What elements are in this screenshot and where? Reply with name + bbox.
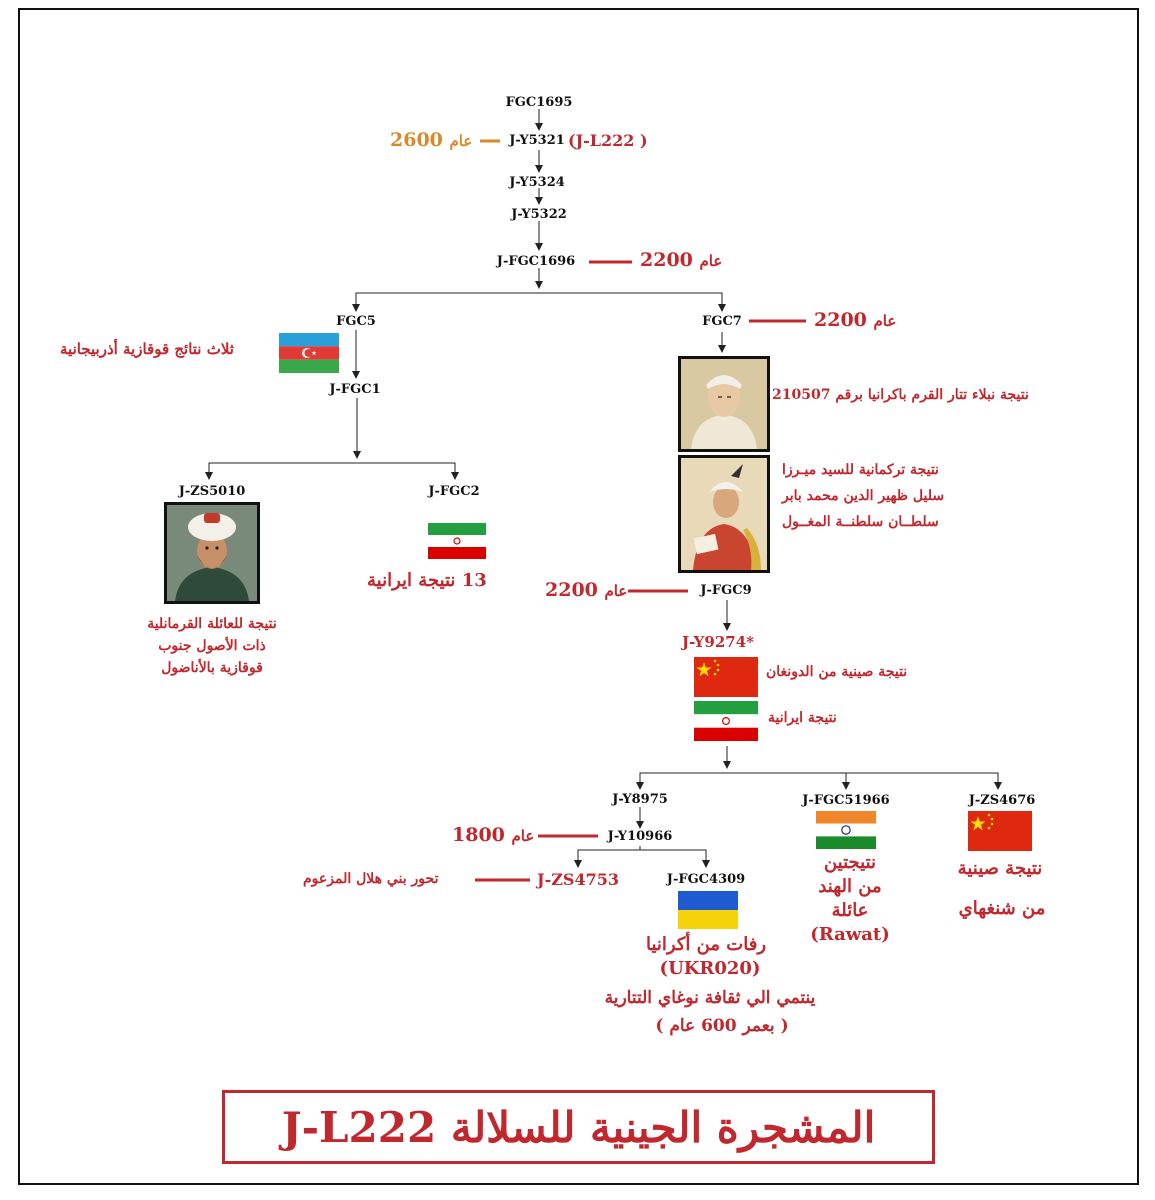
node-fgc9: J-FGC9 [700, 583, 752, 598]
edge-split-three [640, 773, 998, 789]
node-y8975: J-Y8975 [612, 792, 668, 807]
node-fgc4309: J-FGC4309 [666, 872, 746, 887]
note-shanghai-line2: من شنغهاي [958, 898, 1046, 919]
iran-flag-fgc2 [428, 523, 486, 559]
azerbaijan-flag [279, 333, 339, 373]
ukraine-flag [678, 891, 738, 929]
age-y10966-unit: عام [511, 827, 535, 845]
age-fgc9-num: 2200 [545, 579, 598, 601]
note-karamanid-line2: ذات الأصول جنوب [158, 638, 266, 654]
note-turkmen-line2: سليل ظهير الدين محمد بابر [782, 488, 945, 504]
node-y5322: J-Y5322 [511, 207, 567, 222]
note-iran-single: نتيجة ايرانية [768, 710, 837, 726]
age-fgc7-unit: عام [873, 312, 897, 330]
note-turkmen-line1: نتيجة تركمانية للسيد ميـرزا [782, 462, 939, 478]
node-fgc2: J-FGC2 [428, 484, 480, 499]
note-karamanid-line1: نتيجة للعائلة القرمانلية [147, 616, 277, 632]
note-ukraine-line3: ينتمي الي ثقافة نوغاي التتارية [604, 988, 816, 1008]
node-fgc1695: FGC1695 [505, 95, 573, 110]
note-dungan: نتيجة صينية من الدونغان [766, 664, 908, 680]
age-fgc9 [545, 579, 627, 601]
node-fgc1: J-FGC1 [329, 382, 381, 397]
edge-split-zs5010-fgc2 [209, 463, 455, 479]
china-flag-shanghai [968, 811, 1032, 851]
note-ukraine-line4: ( بعمر 600 عام ) [655, 1016, 789, 1036]
note-ukraine-line2: (UKR020) [659, 958, 761, 979]
node-zs4676: J-ZS4676 [968, 793, 1036, 808]
age-y5321 [390, 129, 472, 151]
age-y10966-num: 1800 [452, 824, 505, 846]
note-india-line1: نتيجتين [823, 852, 877, 873]
age-fgc1696-num: 2200 [640, 249, 693, 271]
age-fgc9-unit: عام [604, 582, 628, 600]
iran-flag-y9274 [694, 701, 758, 741]
note-crimean: نتيجة نبلاء تتار القرم باكرانيا برقم 210507 [772, 387, 1029, 403]
age-y5321-num: 2600 [390, 129, 443, 151]
node-fgc7: FGC7 [702, 314, 742, 329]
node-fgc5: FGC5 [336, 314, 376, 329]
age-fgc7 [814, 309, 896, 331]
edge-split-fgc5-fgc7 [356, 293, 722, 311]
age-fgc1696 [640, 249, 722, 271]
diagram-title: المشجرة الجينية للسلالة J-L222 [281, 1102, 876, 1152]
note-turkmen-line3: سلطــان سلطنــة المغــول [782, 514, 939, 530]
age-fgc1696-unit: عام [699, 252, 723, 270]
note-india-line2: من الهند [818, 876, 882, 897]
node-y5321: J-Y5321 [509, 133, 565, 148]
note-india-line3: عائلة [831, 900, 869, 921]
node-y5324: J-Y5324 [509, 175, 565, 190]
node-zs5010: J-ZS5010 [178, 484, 246, 499]
note-azerbaijan: ثلاث نتائج قوقازية أذربيجانية [60, 340, 234, 358]
note-india-line4: (Rawat) [810, 924, 890, 945]
note-banu-hilal: تحور بني هلال المزعوم [303, 871, 439, 887]
age-fgc7-num: 2200 [814, 309, 867, 331]
karamanid-portrait [164, 502, 260, 604]
note-karamanid-line3: قوقازية بالأناضول [161, 660, 263, 676]
china-flag-dungan [694, 657, 758, 697]
node-fgc1696: J-FGC1696 [496, 254, 576, 269]
node-y10966: J-Y10966 [607, 829, 673, 844]
node-y9274: J-Y9274* [682, 633, 754, 651]
note-ukraine-line1: رفات من أكرانيا [645, 934, 767, 955]
age-y5321-unit: عام [449, 132, 473, 150]
note-shanghai-line1: نتيجة صينية [957, 858, 1043, 879]
node-fgc51966: J-FGC51966 [802, 793, 890, 808]
node-y5321-alias: (J-L222 ) [568, 131, 648, 150]
india-flag [816, 811, 876, 849]
age-y10966 [452, 824, 534, 846]
edge-split-zs4753-fgc4309 [578, 850, 706, 866]
babur-portrait [678, 455, 770, 573]
crimean-noble-portrait [678, 356, 770, 452]
title-box [222, 1090, 935, 1164]
note-iran13: 13 نتيجة ايرانية [367, 570, 487, 591]
node-zs4753: J-ZS4753 [537, 870, 619, 889]
